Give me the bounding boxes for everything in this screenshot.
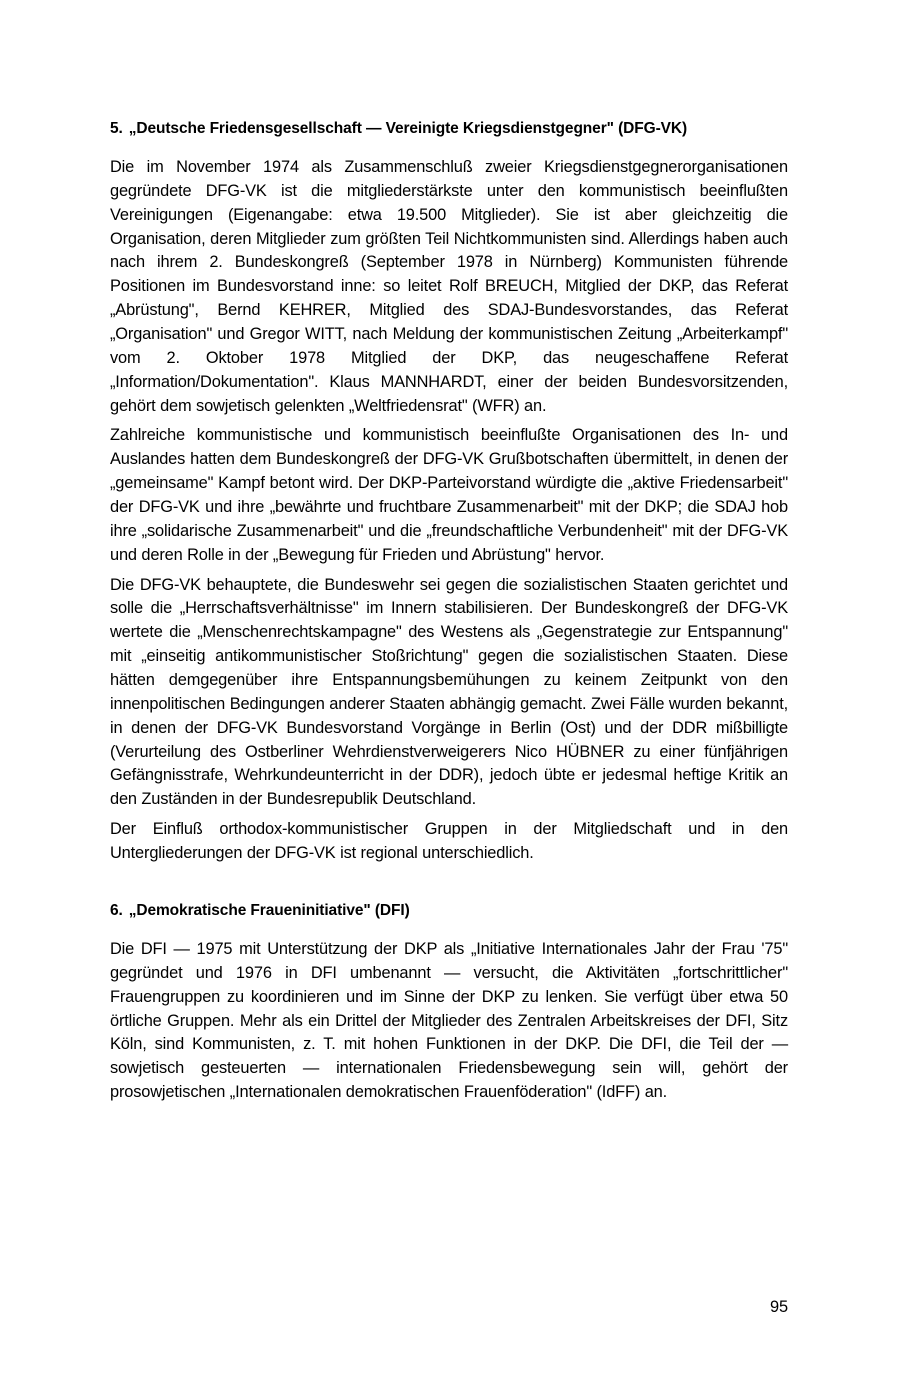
section-5-paragraph-4: Der Einfluß orthodox-kommunistischer Gruppen in der Mitgliedschaft und in den Untergliederungen der DFG-VK ist regional unterschiedlich. (110, 820, 788, 863)
section-6-title: „Demokratische Fraueninitiative" (DFI) (128, 901, 410, 919)
section-5-paragraph-3: Die DFG-VK behauptete, die Bundeswehr sei gegen die sozialistischen Staaten gerichtet und solle die „Herrschaftsverhältnisse" im Innern stabilisieren. Der Bundeskongreß der DFG-VK wertete die „Menschenrechtskampagne" des Westens als „Gegenstrategie zur Entspannung" mit „einseitig antikommunistischer Stoßrichtung" gegen die sozialistischen Staaten. Diese hätten demgegenüber ihre Entspannungsbemühungen zu keinem Zeitpunkt von den innenpolitischen Bedingungen anderer Staaten abhängig gemacht. Zwei Fälle wurden bekannt, in denen der DFG-VK Bundesvorstand Vorgänge in Berlin (Ost) und der DDR mißbilligte (Verurteilung des Ostberliner Wehrdienstverweigerers Nico HÜBNER zu einer fünfjährigen Gefängnisstrafe, Wehrkundeunterricht in der DDR), jedoch übte er jedesmal heftige Kritik an den Zuständen in der Bundesrepublik Deutschland. (110, 575, 788, 809)
section-5-number: 5. (110, 120, 123, 137)
section-5-paragraph-1: Die im November 1974 als Zusammenschluß zweier Kriegsdienstgegnerorganisationen gegründete DFG-VK ist die mitgliederstärkste unter den kommunistisch beeinflußten Vereinigungen (Eigenangabe: etwa 19.500 Mitglieder). Sie ist aber gleichzeitig die Organisation, deren Mitglieder zum größten Teil Nichtkommunisten sind. Allerdings haben auch nach ihrem 2. Bundeskongreß (September 1978 in Nürnberg) Kommunisten führende Positionen im Bundesvorstand inne: so leitet Rolf BREUCH, Mitglied der DKP, das Referat „Abrüstung", Bernd KEHRER, Mitglied des SDAJ-Bundesvorstandes, das Referat „Organisation" und Gregor WITT, nach Meldung der kommunistischen Zeitung „Arbeiterkampf" vom 2. Oktober 1978 Mitglied der DKP, das neugeschaffene Referat „Information/Dokumentation". Klaus MANNHARDT, einer der beiden Bundesvorsitzenden, gehört dem sowjetisch gelenkten „Weltfriedensrat" (WFR) an. (110, 158, 788, 415)
section-5-paragraph-2: Zahlreiche kommunistische und kommunistisch beeinflußte Organisationen des In- und Auslandes hatten dem Bundeskongreß der DFG-VK Grußbotschaften übermittelt, in denen der „gemeinsame" Kampf betont wird. Der DKP-Parteivorstand würdigte die „aktive Friedensarbeit" der DFG-VK und ihre „bewährte und fruchtbare Zusammenarbeit" mit der DKP; die SDAJ hob ihre „solidarische Zusammenarbeit" und die „freundschaftliche Verbundenheit" mit der DFG-VK und deren Rolle in der „Bewegung für Frieden und Abrüstung" hervor. (110, 426, 788, 564)
section-6-paragraph-1: Die DFI — 1975 mit Unterstützung der DKP als „Initiative Internationales Jahr der Frau '75" gegründet und 1976 in DFI umbenannt — versucht, die Aktivitäten „fortschrittlicher" Frauengruppen zu koordinieren und im Sinne der DKP zu lenken. Sie verfügt über etwa 50 örtliche Gruppen. Mehr als ein Drittel der Mitglieder des Zentralen Arbeitskreises der DFI, Sitz Köln, sind Kommunisten, z. T. mit hohen Funktionen in der DKP. Die DFI, die Teil der — sowjetisch gesteuerten — internationalen Friedensbewegung sein will, gehört der prosowjetischen „Internationalen demokratischen Frauenföderation" (IdFF) an. (110, 939, 788, 1102)
page-number: 95 (769, 1297, 788, 1316)
section-5-heading (110, 118, 788, 140)
section-6-heading (110, 900, 788, 922)
section-6-number: 6. (110, 901, 123, 919)
section-5-title: „Deutsche Friedensgesellschaft — Vereinigte Kriegsdienstgegner" (DFG-VK) (128, 120, 688, 137)
